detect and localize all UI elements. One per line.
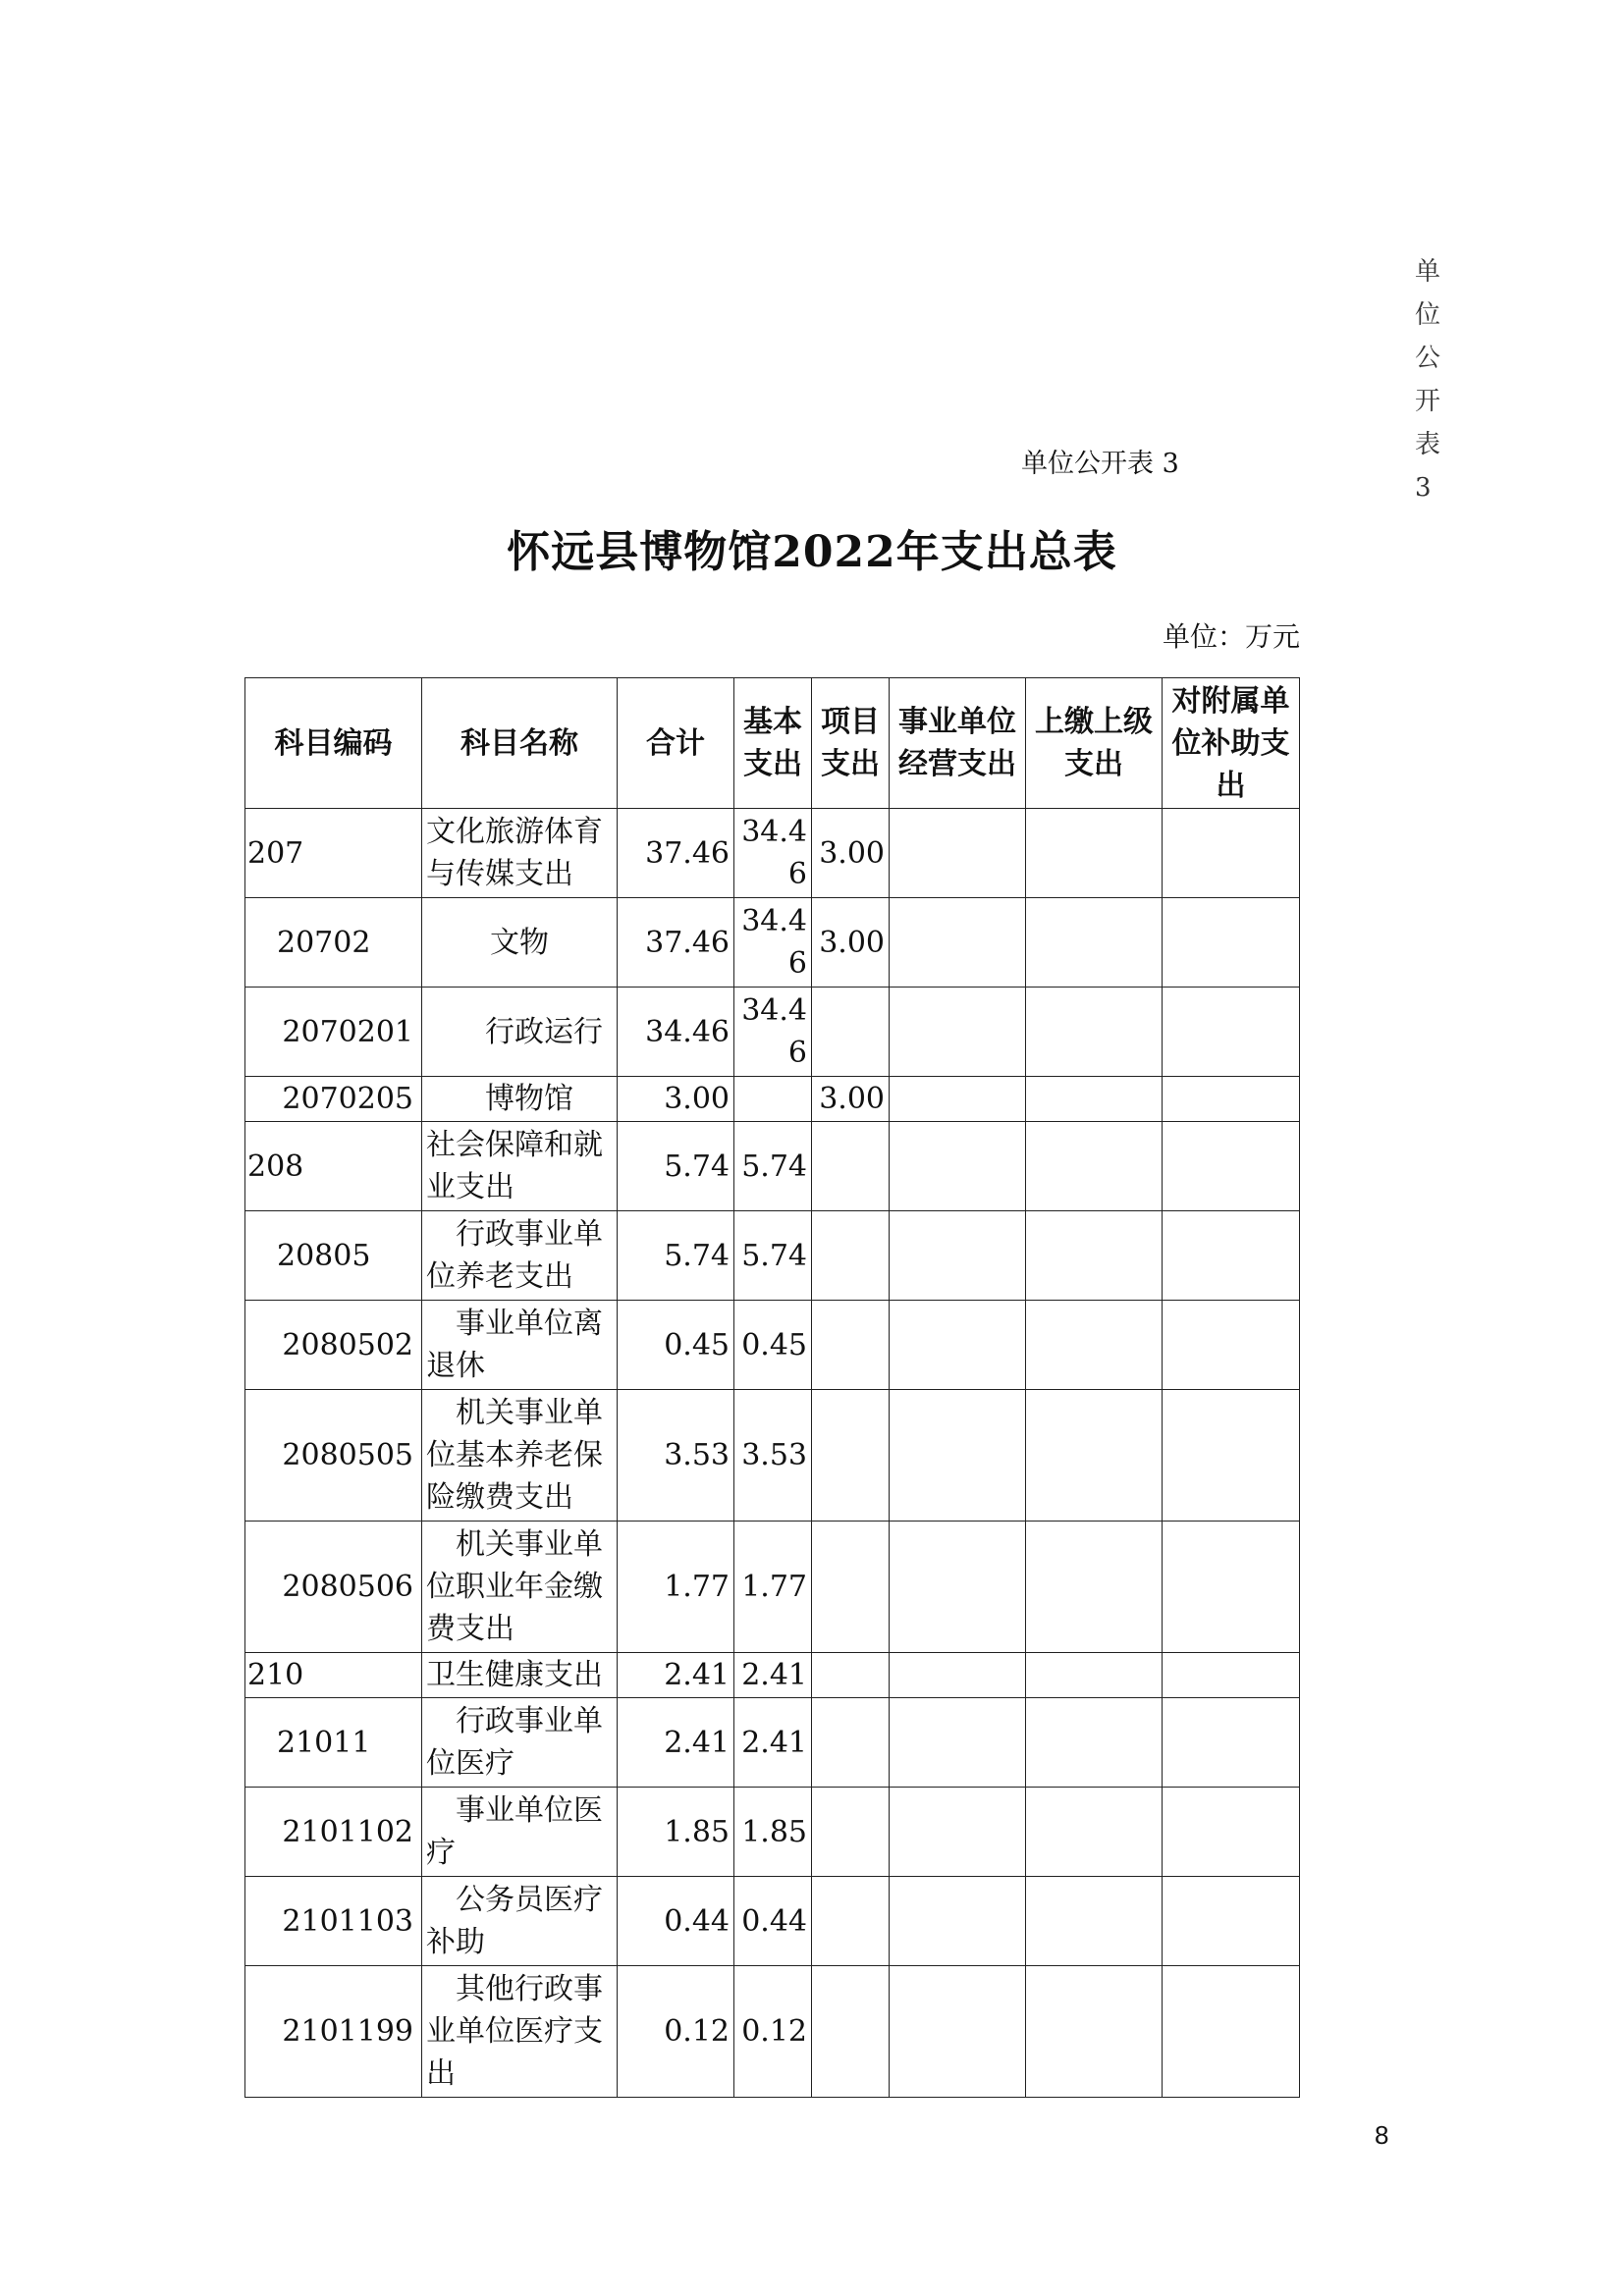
cell-subsidy — [1163, 1211, 1300, 1301]
header-upper: 上缴上级支出 — [1026, 678, 1163, 809]
cell-basic: 2.41 — [734, 1698, 812, 1788]
cell-upper — [1026, 1653, 1163, 1698]
cell-code: 2101199 — [245, 1966, 422, 2098]
table-row — [245, 1301, 1300, 1390]
cell-basic: 1.77 — [734, 1522, 812, 1653]
cell-upper — [1026, 1788, 1163, 1877]
cell-subsidy — [1163, 809, 1300, 898]
cell-code: 20702 — [245, 898, 422, 988]
cell-basic: 1.85 — [734, 1788, 812, 1877]
cell-business — [890, 1211, 1026, 1301]
cell-code: 2080502 — [245, 1301, 422, 1390]
header-business: 事业单位经营支出 — [890, 678, 1026, 809]
cell-basic: 34.46 — [734, 809, 812, 898]
cell-total: 5.74 — [618, 1122, 734, 1211]
header-project: 项目支出 — [812, 678, 890, 809]
document-title: 怀远县博物馆2022年支出总表 — [507, 527, 1117, 577]
cell-basic: 3.53 — [734, 1390, 812, 1522]
header-row — [245, 678, 1300, 809]
cell-business — [890, 1390, 1026, 1522]
cell-project: 3.00 — [812, 1077, 890, 1122]
unit-label: 单位：万元 — [1162, 620, 1300, 653]
cell-code: 2080506 — [245, 1522, 422, 1653]
table-row — [245, 1122, 1300, 1211]
table-row — [245, 1698, 1300, 1788]
cell-basic: 2.41 — [734, 1653, 812, 1698]
cell-name: 其他行政事业单位医疗支出 — [422, 1966, 618, 2098]
cell-basic: 5.74 — [734, 1122, 812, 1211]
cell-subsidy — [1163, 1653, 1300, 1698]
cell-name: 事业单位医疗 — [422, 1788, 618, 1877]
header-subject-name: 科目名称 — [422, 678, 618, 809]
cell-total: 34.46 — [618, 988, 734, 1077]
cell-code: 2101102 — [245, 1788, 422, 1877]
cell-total: 5.74 — [618, 1211, 734, 1301]
cell-total: 3.00 — [618, 1077, 734, 1122]
expenditure-table — [244, 677, 1300, 2098]
cell-basic: 34.46 — [734, 988, 812, 1077]
header-basic: 基本支出 — [734, 678, 812, 809]
cell-basic: 34.46 — [734, 898, 812, 988]
cell-project — [812, 1301, 890, 1390]
cell-business — [890, 988, 1026, 1077]
cell-upper — [1026, 1122, 1163, 1211]
cell-upper — [1026, 1698, 1163, 1788]
cell-subsidy — [1163, 1390, 1300, 1522]
table-row — [245, 809, 1300, 898]
cell-business — [890, 1122, 1026, 1211]
cell-project — [812, 1653, 890, 1698]
cell-business — [890, 1077, 1026, 1122]
cell-code: 20805 — [245, 1211, 422, 1301]
cell-total: 2.41 — [618, 1653, 734, 1698]
cell-project — [812, 1211, 890, 1301]
cell-name: 文物 — [422, 898, 618, 988]
cell-total: 2.41 — [618, 1698, 734, 1788]
cell-business — [890, 1966, 1026, 2098]
cell-basic: 5.74 — [734, 1211, 812, 1301]
table-code: 单位公开表 3 — [1021, 449, 1179, 479]
cell-subsidy — [1163, 1698, 1300, 1788]
header-total: 合计 — [618, 678, 734, 809]
cell-total: 0.44 — [618, 1877, 734, 1966]
cell-project: 3.00 — [812, 809, 890, 898]
cell-basic: 0.12 — [734, 1966, 812, 2098]
cell-business — [890, 898, 1026, 988]
cell-basic: 0.45 — [734, 1301, 812, 1390]
cell-project — [812, 1522, 890, 1653]
cell-code: 2070205 — [245, 1077, 422, 1122]
cell-upper — [1026, 1877, 1163, 1966]
cell-upper — [1026, 1966, 1163, 2098]
cell-business — [890, 1653, 1026, 1698]
cell-total: 1.85 — [618, 1788, 734, 1877]
table-row — [245, 1788, 1300, 1877]
cell-upper — [1026, 1211, 1163, 1301]
cell-total: 37.46 — [618, 809, 734, 898]
cell-project — [812, 1966, 890, 2098]
cell-code: 21011 — [245, 1698, 422, 1788]
table-row — [245, 1077, 1300, 1122]
cell-name: 文化旅游体育与传媒支出 — [422, 809, 618, 898]
cell-name: 事业单位离退休 — [422, 1301, 618, 1390]
cell-project — [812, 1122, 890, 1211]
cell-name: 博物馆 — [422, 1077, 618, 1122]
table-row — [245, 1877, 1300, 1966]
cell-project — [812, 1390, 890, 1522]
cell-business — [890, 1788, 1026, 1877]
table-row — [245, 988, 1300, 1077]
cell-upper — [1026, 1390, 1163, 1522]
cell-upper — [1026, 1077, 1163, 1122]
cell-total: 1.77 — [618, 1522, 734, 1653]
cell-subsidy — [1163, 1877, 1300, 1966]
cell-subsidy — [1163, 1788, 1300, 1877]
cell-subsidy — [1163, 1522, 1300, 1653]
cell-total: 0.45 — [618, 1301, 734, 1390]
table-row — [245, 1966, 1300, 2098]
cell-subsidy — [1163, 1077, 1300, 1122]
cell-upper — [1026, 1522, 1163, 1653]
cell-code: 207 — [245, 809, 422, 898]
cell-code: 2101103 — [245, 1877, 422, 1966]
cell-business — [890, 1698, 1026, 1788]
table-row — [245, 1522, 1300, 1653]
cell-subsidy — [1163, 1966, 1300, 2098]
cell-project: 3.00 — [812, 898, 890, 988]
cell-subsidy — [1163, 1122, 1300, 1211]
cell-code: 208 — [245, 1122, 422, 1211]
cell-total: 3.53 — [618, 1390, 734, 1522]
cell-name: 行政事业单位养老支出 — [422, 1211, 618, 1301]
cell-business — [890, 809, 1026, 898]
table-row — [245, 898, 1300, 988]
cell-name: 社会保障和就业支出 — [422, 1122, 618, 1211]
cell-name: 公务员医疗补助 — [422, 1877, 618, 1966]
table-row — [245, 1390, 1300, 1522]
cell-code: 2080505 — [245, 1390, 422, 1522]
cell-code: 210 — [245, 1653, 422, 1698]
cell-code: 2070201 — [245, 988, 422, 1077]
cell-name: 机关事业单位基本养老保险缴费支出 — [422, 1390, 618, 1522]
cell-total: 0.12 — [618, 1966, 734, 2098]
cell-name: 卫生健康支出 — [422, 1653, 618, 1698]
header-subject-code: 科目编码 — [245, 678, 422, 809]
cell-total: 37.46 — [618, 898, 734, 988]
cell-upper — [1026, 1301, 1163, 1390]
cell-name: 行政事业单位医疗 — [422, 1698, 618, 1788]
cell-subsidy — [1163, 988, 1300, 1077]
table-row — [245, 1211, 1300, 1301]
cell-business — [890, 1301, 1026, 1390]
cell-subsidy — [1163, 1301, 1300, 1390]
cell-upper — [1026, 809, 1163, 898]
cell-basic — [734, 1077, 812, 1122]
cell-business — [890, 1522, 1026, 1653]
table-row — [245, 1653, 1300, 1698]
page-number: 8 — [1375, 2120, 1389, 2150]
header-subsidy: 对附属单位补助支出 — [1163, 678, 1300, 809]
cell-subsidy — [1163, 898, 1300, 988]
cell-project — [812, 1877, 890, 1966]
cell-name: 机关事业单位职业年金缴费支出 — [422, 1522, 618, 1653]
cell-basic: 0.44 — [734, 1877, 812, 1966]
cell-project — [812, 1788, 890, 1877]
side-edge-marks: 单 位 公 开 表 3 — [1415, 257, 1441, 503]
cell-upper — [1026, 988, 1163, 1077]
cell-name: 行政运行 — [422, 988, 618, 1077]
cell-business — [890, 1877, 1026, 1966]
cell-upper — [1026, 898, 1163, 988]
cell-project — [812, 1698, 890, 1788]
cell-project — [812, 988, 890, 1077]
